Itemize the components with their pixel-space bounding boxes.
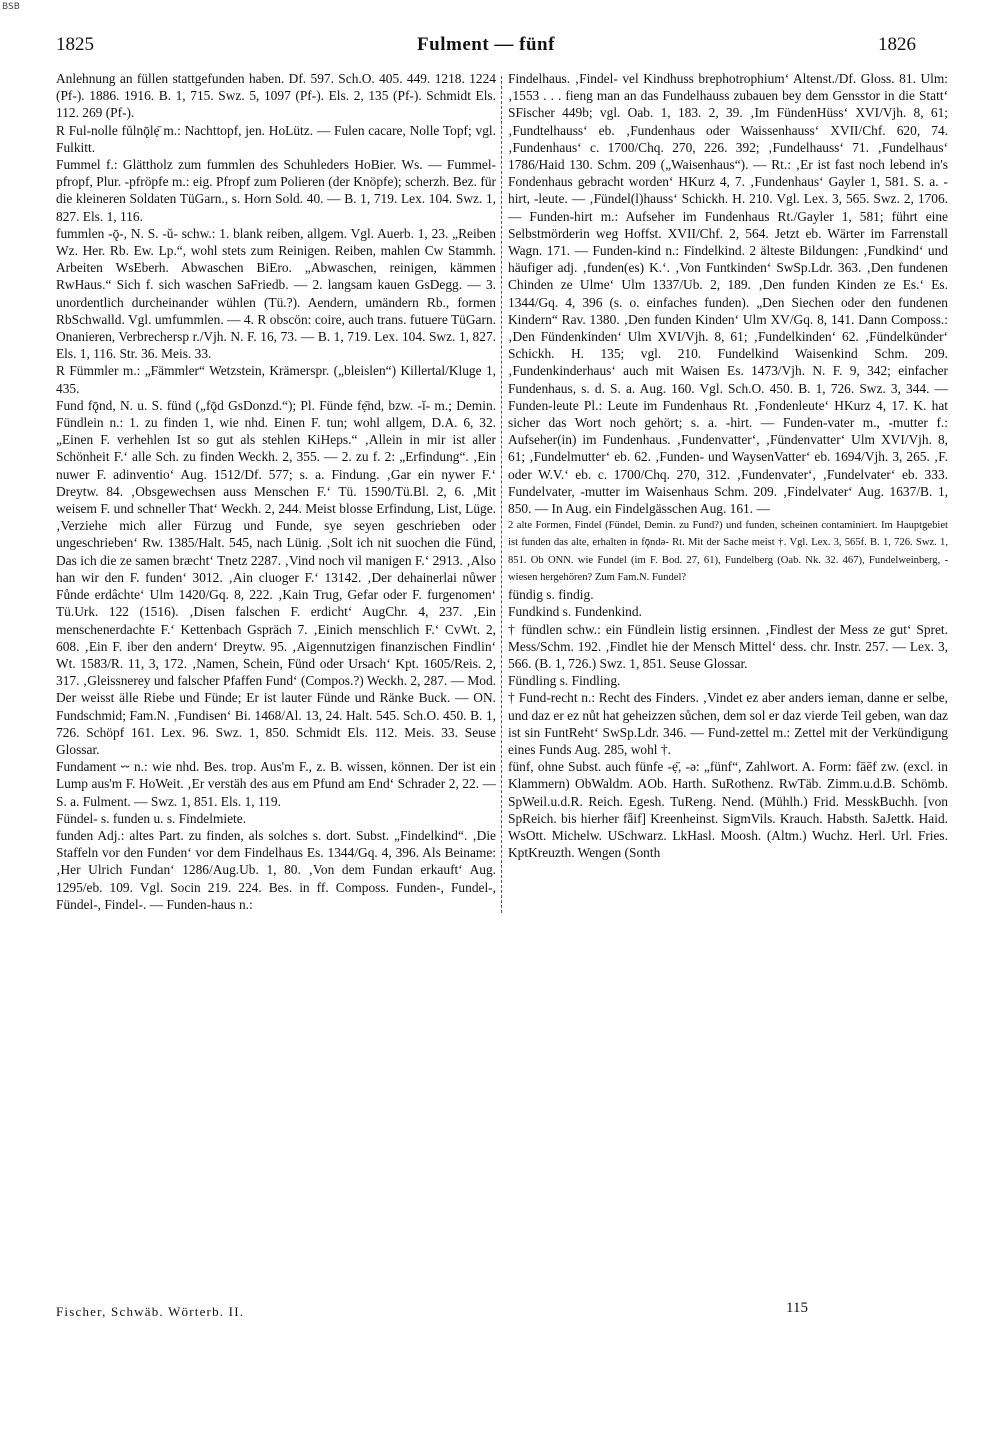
footer-number: 115 — [786, 1300, 808, 1316]
footer-title: Fischer, Schwäb. Wörterb. II. — [56, 1304, 245, 1319]
entry-fund: Fund fǭnd, N. u. S. fünd („fǭd GsDonzd.“); Pl. Fünde fẹ̄nd, bzw. -ĭ- m.; Demin. Fündlein n.: 1. zu finden 1, wie nhd. Einen F. tun; wohl allgem, D.A. 6, 32. „Einen F. verhehlen Ist so gut als stehlen KiHeps.“ ‚Allein in mir ist aller Schönheit F.‘ alle Sch. zu finden Weckh. 2, 355. — 2. zu f. 2: „Erfindung“. ‚Ein nuwer F. adinventio‘ Aug. 1512/Df. 577; s. a. Findung. ‚Gar ein nywer F.‘ Dreytw. 84. ‚Obsgewechsen auss Menschen F.‘ Tü. 1590/Tü.Bl. 2, 6. ‚Mit weisem F. und schneller That‘ Weckh. 2, 244. Meist blosse Erfindung, List, Lüge. ‚Verziehe mich aller Fürzug und Funde, sye seyen geschrieben oder ungeschrieben‘ Rw. 1385/Halt. 545, nach Lünig. ‚Solt ich nit suochen die Fünd, Das ich die ze samen bræcht‘ Tnetz 2287. ‚Vind noch vil manigen F.‘ 2913. ‚Also han wir den F. funden‘ 3012. ‚Ain cluoger F.‘ 13142. ‚Der dehainerlai nůwer Fůnde erdâchte‘ Ulm 1420/Gq. 8, 222. ‚Kain Trug, Gefar oder F. furgenomen‘ Tü.Urk. 122 (1516). ‚Disen falschen F. erdicht‘ AugChr. 4, 237. ‚Ein menschenerdachte F.‘ Kettenbach Gspräch 7. ‚Einich menschlich F.‘ CvWt. 2, 608. ‚Ein F. iber den andern‘ Dreytw. 95. ‚Aigennutzigen finanzischen Findlin‘ Wt. 1583/R. 11, 3, 172. ‚Namen, Schein, Fünd oder Ursach‘ Kpt. 1605/Reis. 2, 317. ‚Gleissnerey und falscher Pfaffen Fund‘ (Compos.?) Weckh. 2, 287. — Mod. Der weisst älle Riebe und Fünde; Er ist lauter Fünde und Ränke Buck. — ON. Fundschmid; Fam.N. ‚Fundisen‘ Bi. 1468/Al. 13, 24. Halt. 545. Sch.O. 450. B. 1, 726. Schöpf 161. Lex. 96. Swz. 1, 850. Schmidt Els. 112. Meis. 33. Seuse Glossar. — [56, 397, 496, 757]
entry-note-formen: 2 alte Formen, Findel (Fündel, Demin. zu Fund?) und funden, scheinen contaminiert. Im Hauptgebiet ist funden das alte, erhalten in fǭndə- Rt. Mit der Sache meist †. Vgl. Lex. 3, 565f. B. 1, 726. Swz. 1, 851. Ob ONN. wie Fundel (im F. Bod. 27, 61), Fundelberg (Oab. Nk. 32. 467), Fundelweinberg, -wiesen hergehören? Zum Fam.N. Fundel? — [508, 520, 948, 583]
page-footer — [56, 1300, 916, 1328]
entry-fuendlen: † fündlen schw.: ein Fündlein listig ersinnen. ‚Findlest der Mess ze gut‘ Spret. Mess/Schm. 192. ‚Findlet hie der Mensch Mittel‘ dess. chr. Instr. 257. — Lex. 3, 566. (B. 1, 726.) Swz. 1, 851. Seuse Glossar. — [508, 621, 948, 671]
column-divider — [501, 76, 502, 913]
page-number-left: 1825 — [56, 34, 94, 55]
entry-fundkind: Fundkind s. Fundenkind. — [508, 604, 642, 620]
entry-funden: funden Adj.: altes Part. zu finden, als solches s. dort. Subst. „Findelkind“. ‚Die Staffeln vor den Funden‘ vor dem Findelhaus Es. 1344/Gq. 4, 396. Als Beiname: ‚Her Ulrich Fundan‘ 1286/Aug.Ub. 1, 80. ‚Von dem Fundan erkauft‘ Aug. 1295/eb. 109. Vgl. Socin 219. 224. Bes. in ff. Composs. Funden-, Fundel-, Fündel-, Findel-. — Funden-haus n.: — [56, 827, 496, 912]
entry-fund-recht: † Fund-recht n.: Recht des Finders. ‚Vindet ez aber anders ieman, danne er selbe, und daz er ez nůt hat geheizzen sůchen, dem sol er daz vierde Teil geben, wan daz ist sin FuntReht‘ SwSp.Ldr. 346. — Fund-zettel m.: Zettel mit der Verkündigung eines Funds Aug. 285, wohl †. — [508, 690, 948, 757]
entry-fuenf: fünf, ohne Subst. auch fünfe -ẹ̄, -ə: „fünf“, Zahlwort. A. Form: fāēf zw. (excl. in Klammern) ObWaldm. AOb. Harth. SuRothenz. RwTäb. Zimm.u.d.B. Schömb. SpWeil.u.d.R. Reich. Egesh. TuReng. Nend. (Mühlh.) Frid. MesskBuchh. [von SpReich. bis hierher fǟif] Kreenheinst. SigmVils. Krauch. Habsth. SaJettk. Haid. WsOtt. Michelw. USchwarz. LkHasl. Moosh. (Altm.) Wuchz. Herl. Url. Fries. KptKreuzth. Wengen (Sonth — [508, 759, 948, 861]
entry-fuendel: Fündel- s. funden u. s. Findelmiete. — [56, 810, 247, 826]
entry-fuendling: Fündling s. Findling. — [508, 673, 621, 689]
page-number-right: 1826 — [878, 34, 916, 55]
entry-ful-nolle: R Ful-nolle fŭlnǭlẹ̄ m.: Nachttopf, jen. HoLütz. — Fulen cacare, Nolle Topf; vgl. Fulkitt. — [56, 122, 496, 155]
entry-findelhaus: Findelhaus. ‚Findel- vel Kindhuss brephotrophium‘ Altenst./Df. Gloss. 81. Ulm: ‚1553 . . . fieng man an das Fundelhauss zubauen bey dem Gensstor in die Statt‘ SFischer 449b; vgl. Oab. 1, 183. 2, 39. ‚Im FündenHüss‘ XVI/Vjh. 8, 61; ‚Fundtelhauss‘ eb. ‚Fundenhaus oder Waissenhauss‘ XVII/Chf. 620, 74. ‚Fundenhaus‘ c. 1700/Chq. 270, 226. 392; ‚Fundelhauss‘ 71. ‚Fundelhaus‘ 1786/Haid 130. Schm. 209 („Waisenhaus“). — Rt.: ‚Er ist fast noch lebend in's Fondenhaus gebracht worden‘ HKurz 4, 7. ‚Fundenhaus‘ Gayler 1, 581. S. a. -hirt, -leute. — ‚Fündel(l)hauss‘ Schickh. H. 210. Vgl. Lex. 3, 565. Swz. 2, 1706. — Funden-hirt m.: Aufseher im Fundenhaus Rt./Gayler 1, 581; führt eine Selbstmörderin weg Hoffst. XVII/Chf. 2, 564. Jetzt eb. Wärter im Farrenstall Wagn. 171. — Funden-kind n.: Findelkind. 2 älteste Bildungen: ‚Fundkind‘ und häufiger adj. ‚funden(es) K.‘. ‚Von Funtkinden‘ SwSp.Ldr. 363. ‚Den fundenen Chinden ze Ulme‘ Ulm 1337/Ub. 2, 189. ‚Den funden Kinden ze Es.‘ Es. 1344/Gq. 4, 396 (s. o. einfaches funden). „Den Siechen oder den fundenen Kindern“ Rav. 1380. ‚Den funden Kinden‘ Ulm XV/Gq. 8, 141. Dann Composs.: ‚Den Fündenkinden‘ Ulm XVI/Vjh. 8, 61; ‚Fundelkinden‘ 62. ‚Fündelkünder‘ Schickh. H. 135; vgl. 210. Fundelkind Waisenkind Schm. 209. ‚Fundenkinderhaus‘ auch mit Waisen Es. 1473/Vjh. N. F. 9, 342; einfacher Fundenhaus, s. d. S. a. Aug. 160. Vgl. Sch.O. 450. B. 1, 726. Swz. 3, 344. — Funden-leute Pl.: Leute im Fundenhaus Rt. ‚Fondenleute‘ HKurz 4, 17. K. hat sicher das Wort noch gehört; s. a. -hirt. — Funden-vater m., -mutter f.: Aufseher(in) im Fundenhaus. ‚Fundenvatter‘, ‚Fündenvatter‘ Ulm XVI/Vjh. 8, 61; ‚Fundelmutter‘ eb. 62. ‚Funden- und WaysenVatter‘ eb. 1694/Vjh. 3, 265. ‚F. oder W.V.‘ eb. c. 1700/Chq. 270, 312. ‚Fundenvater‘, ‚Fundelvater‘ eb. 333. Fundelvater, -mutter im Waisenhaus Schm. 209. ‚Findelvater‘ Aug. 1637/B. 1, 850. — In Aug. ein Findelgässchen Aug. 161. — — [508, 71, 948, 517]
left-column — [56, 70, 496, 913]
entry-fuemmler: R Fümmler m.: „Fämmler“ Wetzstein, Krämerspr. („bleislen“) Killertal/Kluge 1, 435. — [56, 363, 496, 396]
running-title: Fulment — fünf — [417, 34, 555, 55]
entry-anlehnung: Anlehnung an füllen stattgefunden haben. Df. 597. Sch.O. 405. 449. 1218. 1224 (Pf-). 1886. 1916. B. 1, 715. Swz. 5, 1097 (Pf-). Els. 2, 135 (Pf-). Schmidt Els. 112. 269 (Pf-). — [56, 71, 496, 121]
page-header — [56, 22, 916, 58]
entry-fummlen: fummlen -ǭ-, N. S. -ŭ- schw.: 1. blank reiben, allgem. Vgl. Auerb. 1, 23. „Reiben Wz. Her. Rb. Ew. Lp.“, wohl stets zum Reinigen. Reiben, mahlen Cw Stammh. Arbeiten WsEberh. Abwaschen BiEro. „Abwaschen, reinigen, kämmen RwHaus.“ Sich f. sich waschen SaFriedb. — 2. langsam kauen GsDegg. — 3. unordentlich durcheinander wühlen (Tü.?). Aendern, umändern Rb., formen RbSchwalld. Vgl. umfummlen. — 4. R obscön: coire, auch trans. futuere TüGarn. Onanieren, Verbrechersp r./Vjh. N. F. 16, 73. — B. 1, 719. Lex. 104. Swz. 1, 827. Els. 1, 116. Str. 36. Meis. 33. — [56, 225, 496, 362]
entry-fundament: Fundament ⏑⏑ n.: wie nhd. Bes. trop. Aus'm F., z. B. wissen, können. Der ist ein Lump aus'm F. HoWeit. ‚Er verstäh des aus em Pfund am End‘ Schrader 2, 22. — S. a. Fulment. — Swz. 1, 851. Els. 1, 119. — [56, 759, 496, 809]
library-stamp: BSB — [2, 2, 20, 12]
entry-fuendig: fündig s. findig. — [508, 587, 594, 603]
right-column — [508, 70, 948, 861]
entry-fummel: Fummel f.: Glättholz zum fummlen des Schuhleders HoBier. Ws. — Fummel-pfropf, Plur. -pfröpfe m.: eig. Pfropf zum Polieren (der Knöpfe); scherzh. Bez. für die kleineren Soldaten TüGarn., s. Horn Sold. 40. — B. 1, 719. Lex. 104. Swz. 1, 827. Els. 1, 116. — [56, 157, 496, 224]
